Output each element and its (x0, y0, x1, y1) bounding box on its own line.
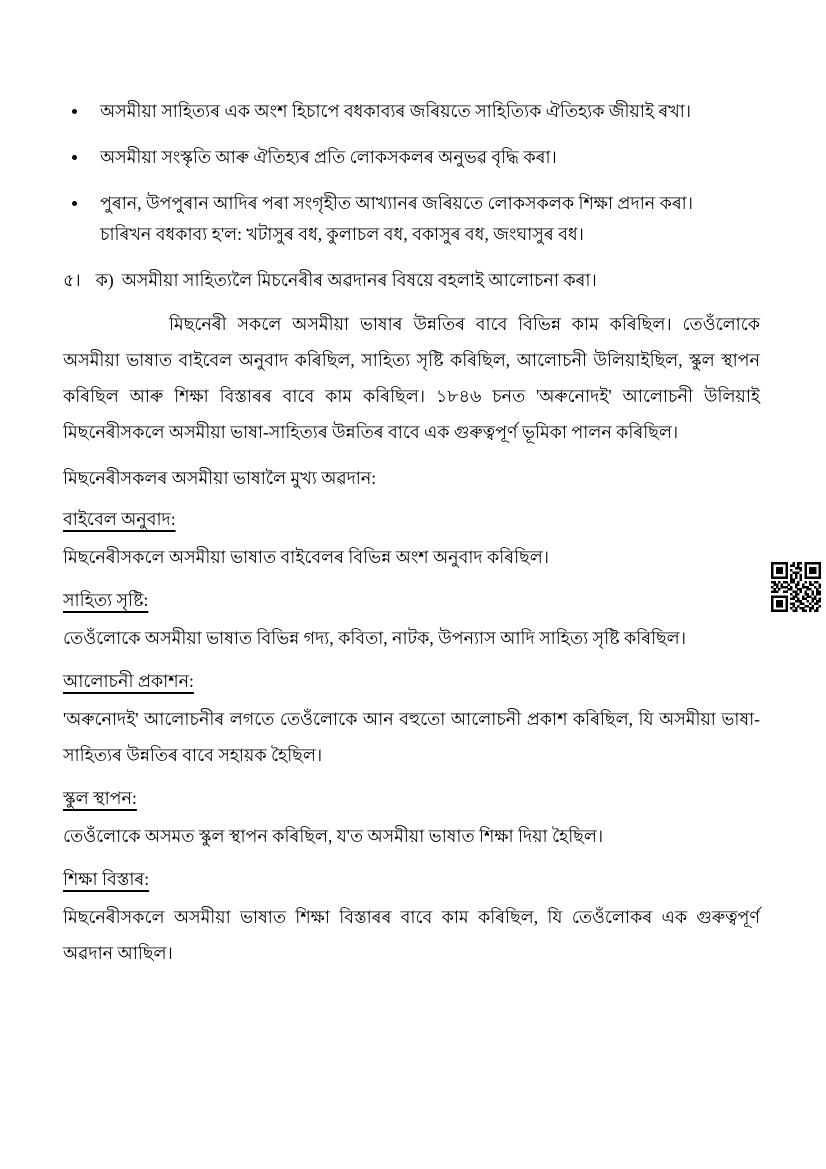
bullet-text: অসমীয়া সংস্কৃতি আৰু ঐতিহ্যৰ প্ৰতি লোকসকলৰ অনুভৱ বৃদ্ধি কৰা। (100, 147, 557, 167)
bullet-icon (72, 109, 77, 114)
section-body-school-establishment: তেওঁলোকে অসমত স্কুল স্থাপন কৰিছিল, য'ত অসমীয়া ভাষাত শিক্ষা দিয়া হৈছিল। (63, 826, 604, 846)
bullet-icon (72, 201, 77, 206)
list-item (63, 188, 760, 250)
section-heading-education-spread: শিক্ষা বিস্তাৰ: (63, 869, 150, 889)
section-heading-school-establishment: স্কুল স্থাপন: (63, 788, 137, 808)
qr-code (771, 562, 821, 612)
answer-intro-paragraph: মিছনেৰী সকলে অসমীয়া ভাষাৰ উন্নতিৰ বাবে বিভিন্ন কাম কৰিছিল। তেওঁলোকে অসমীয়া ভাষাত বাইবেল অনুবাদ কৰিছিল, সাহিত্য সৃষ্টি কৰিছিল, আলোচনী উলিয়াইছিল, স্কুল স্থাপন কৰিছিল আৰু শিক্ষা বিস্তাৰৰ বাবে কাম কৰিছিল। ১৮৪৬ চনত 'অৰুনোদই' আলোচনী উলিয়াই মিছনেৰীসকলে অসমীয়া ভাষা-সাহিত্যৰ উন্নতিৰ বাবে এক গুৰুত্বপূৰ্ণ ভূমিকা পালন কৰিছিল। (63, 314, 760, 442)
section-body-education-spread: মিছনেৰীসকলে অসমীয়া ভাষাত শিক্ষা বিস্তাৰৰ বাবে কাম কৰিছিল, যি তেওঁলোকৰ এক গুৰুত্বপূৰ্ণ অৱদান আছিল। (63, 907, 760, 963)
list-item (63, 96, 760, 127)
question-part-label: ক) (95, 270, 114, 290)
bullet-text: পুৰান, উপপুৰান আদিৰ পৰা সংগৃহীত আখ্যানৰ জৰিয়তে লোকসকলক শিক্ষা প্ৰদান কৰা। (100, 193, 694, 213)
question-heading (63, 265, 760, 296)
bullet-text: অসমীয়া সাহিত্যৰ এক অংশ হিচাপে বধকাব্যৰ জৰিয়তে সাহিত্যিক ঐতিহ্যক জীয়াই ৰখা। (100, 101, 692, 121)
section-heading-bible-translation: বাইবেল অনুবাদ: (63, 509, 176, 529)
section-heading-literature-creation: সাহিত্য সৃষ্টি: (63, 590, 149, 610)
section-body-magazine-publication: 'অৰুনোদই' আলোচনীৰ লগতে তেওঁলোকে আন বহুতো আলোচনী প্ৰকাশ কৰিছিল, যি অসমীয়া ভাষা-সাহিত্যৰ উন্নতিৰ বাবে সহায়ক হৈছিল। (63, 709, 760, 765)
bullet-icon (72, 155, 77, 160)
section-body-literature-creation: তেওঁলোকে অসমীয়া ভাষাত বিভিন্ন গদ্য, কবিতা, নাটক, উপন্যাস আদি সাহিত্য সৃষ্টি কৰিছিল। (63, 628, 686, 648)
contributions-lead: মিছনেৰীসকলৰ অসমীয়া ভাষালৈ মুখ্য অৱদান: (63, 468, 377, 488)
question-number: ৫। (63, 270, 81, 290)
bullet-list (63, 96, 760, 250)
question-text: অসমীয়া সাহিত্যলৈ মিচনেৰীৰ অৱদানৰ বিষয়ে বহলাই আলোচনা কৰা। (121, 270, 597, 290)
bullet-continuation-text: চাৰিখন বধকাব্য হ'ল: খটাসুৰ বধ, কুলাচল বধ, বকাসুৰ বধ, জংঘাসুৰ বধ। (100, 224, 584, 244)
section-body-bible-translation: মিছনেৰীসকলে অসমীয়া ভাষাত বাইবেলৰ বিভিন্ন অংশ অনুবাদ কৰিছিল। (63, 547, 549, 567)
list-item (63, 142, 760, 173)
section-heading-magazine-publication: আলোচনী প্ৰকাশন: (63, 671, 194, 691)
